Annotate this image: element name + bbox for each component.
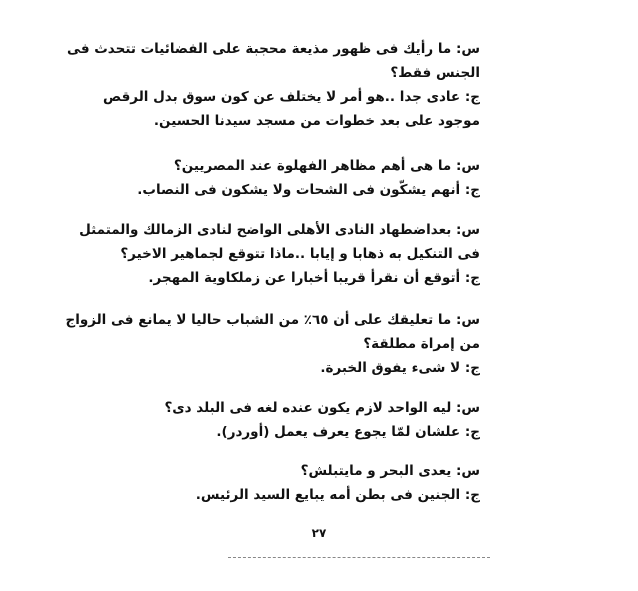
question-line: س: ليه الواحد لازم يكون عنده لغه فى البلد دى؟ — [164, 400, 480, 416]
answer-line: ج: أنهم يشكّون فى الشحات ولا يشكون فى النصاب. — [137, 182, 480, 198]
question-line: فى التنكيل به ذهابا و إيابا ..ماذا تتوقع لجماهير الاخير؟ — [120, 246, 480, 262]
question-line: س: يعدى البحر و مايتبلش؟ — [300, 463, 480, 479]
question-line: من إمراة مطلقة؟ — [363, 336, 480, 352]
qa-block-3 — [79, 218, 480, 290]
qa-block-1 — [67, 37, 480, 133]
qa-block-6 — [158, 459, 480, 507]
question-line: س: ما هى أهم مظاهر الفهلوة عند المصريين؟ — [173, 158, 480, 174]
answer-line: ج: الجنين فى بطن أمه يبايع السيد الرئيس. — [195, 487, 480, 503]
answer-line: ج: عادى جدا ..هو أمر لا يختلف عن كون سوق بدل الرقص — [103, 89, 480, 105]
answer-line: موجود على بعد خطوات من مسجد سيدنا الحسين. — [153, 113, 480, 129]
answer-line: ج: لا شىء يفوق الخبرة. — [320, 360, 480, 376]
qa-block-2 — [137, 154, 480, 202]
qa-block-5 — [158, 396, 480, 444]
question-line: الجنس فقط؟ — [390, 65, 480, 81]
qa-block-4 — [65, 308, 480, 380]
question-line: س: بعداضطهاد النادى الأهلى الواضح لنادى الزمالك والمتمثل — [79, 222, 480, 238]
question-line: س: ما رأيك فى ظهور مذيعة محجبة على الفضائيات تتحدث فى — [67, 41, 480, 57]
question-line: س: ما تعليقك على أن ٦٥٪ من الشباب حاليا لا يمانع فى الزواج — [65, 312, 480, 328]
answer-line: ج: أتوقع أن نقرأ قريبا أخبارا عن زملكاوية المهجر. — [148, 270, 480, 286]
answer-line: ج: علشان لمّا يجوع يعرف يعمل (أوردر). — [216, 424, 480, 440]
bottom-divider — [228, 557, 490, 558]
page-number: ٢٧ — [311, 526, 327, 540]
